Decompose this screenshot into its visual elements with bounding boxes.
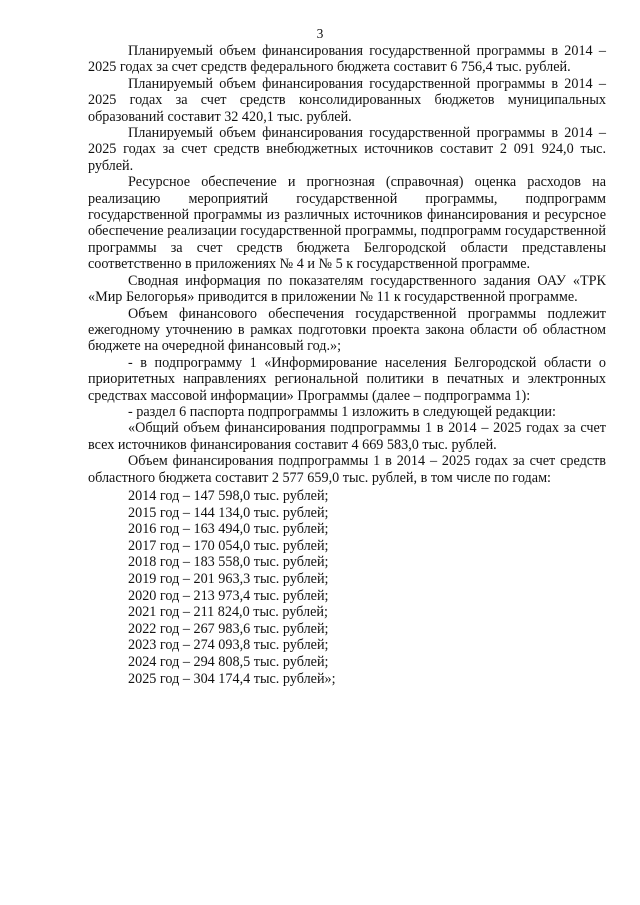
list-item: 2022 год – 267 983,6 тыс. рублей; [128, 620, 329, 637]
document-body [88, 43, 606, 687]
list-item: 2015 год – 144 134,0 тыс. рублей; [128, 504, 329, 521]
list-item: 2023 год – 274 093,8 тыс. рублей; [128, 637, 329, 654]
page-number: 3 [316, 26, 324, 41]
paragraph-extrabudgetary: Планируемый объем финансирования государственной программы в 2014 – 2025 годах за счет средств внебюджетных источников составит 2 091 924,0 тыс. рублей. [88, 125, 606, 174]
paragraph-federal-budget: Планируемый объем финансирования государственной программы в 2014 – 2025 годах за счет средств федерального бюджета составит 6 756,4 тыс. рублей. [88, 43, 606, 76]
paragraph-municipal-budgets: Планируемый объем финансирования государственной программы в 2014 – 2025 годах за счет средств консолидированных бюджетов муниципальных образований составит 32 420,1 тыс. рублей. [88, 75, 606, 125]
list-item: 2020 год – 213 973,4 тыс. рублей; [128, 587, 329, 604]
list-item: 2021 год – 211 824,0 тыс. рублей; [128, 604, 328, 621]
list-item: 2014 год – 147 598,0 тыс. рублей; [128, 487, 329, 504]
paragraph-annual-update: Объем финансового обеспечения государственной программы подлежит ежегодному уточнению в рамках подготовки проекта закона области об областном бюджете на очередной финансовый год.»; [88, 305, 606, 355]
list-item: 2017 год – 170 054,0 тыс. рублей; [128, 537, 329, 554]
list-item: 2018 год – 183 558,0 тыс. рублей; [128, 554, 329, 571]
paragraph-regional-budget: Объем финансирования подпрограммы 1 в 2014 – 2025 годах за счет средств областного бюджета составит 2 577 659,0 тыс. рублей, в том числе по годам: [88, 453, 606, 486]
paragraph-total-funding: «Общий объем финансирования подпрограммы 1 в 2014 – 2025 годах за счет всех источников финансирования составит 4 669 583,0 тыс. рублей. [88, 420, 606, 453]
paragraph-subprogram-1: - в подпрограмму 1 «Информирование населения Белгородской области о приоритетных направлениях региональной политики в печатных и электронных средствах массовой информации» Программы (далее – подпрограмма 1): [88, 354, 606, 404]
funding-by-year-list [128, 488, 606, 687]
paragraph-section-6: - раздел 6 паспорта подпрограммы 1 изложить в следующей редакции: [128, 403, 556, 420]
paragraph-resource-provision: Ресурсное обеспечение и прогнозная (справочная) оценка расходов на реализацию мероприятий государственной программы, подпрограмм государственной программы из различных источников финансирования и ресурсное обеспечение реализации государственной программы, подпрограмм государственной программы за счет средств бюджета Белгородской области представлены соответственно в приложениях № 4 и № 5 к государственной программе. [88, 174, 606, 273]
list-item: 2025 год – 304 174,4 тыс. рублей»; [128, 670, 336, 687]
list-item: 2024 год – 294 808,5 тыс. рублей; [128, 653, 329, 670]
list-item: 2016 год – 163 494,0 тыс. рублей; [128, 521, 329, 538]
paragraph-state-assignment: Сводная информация по показателям государственного задания ОАУ «ТРК «Мир Белогорья» приводится в приложении № 11 к государственной программе. [88, 272, 606, 306]
list-item: 2019 год – 201 963,3 тыс. рублей; [128, 570, 329, 587]
